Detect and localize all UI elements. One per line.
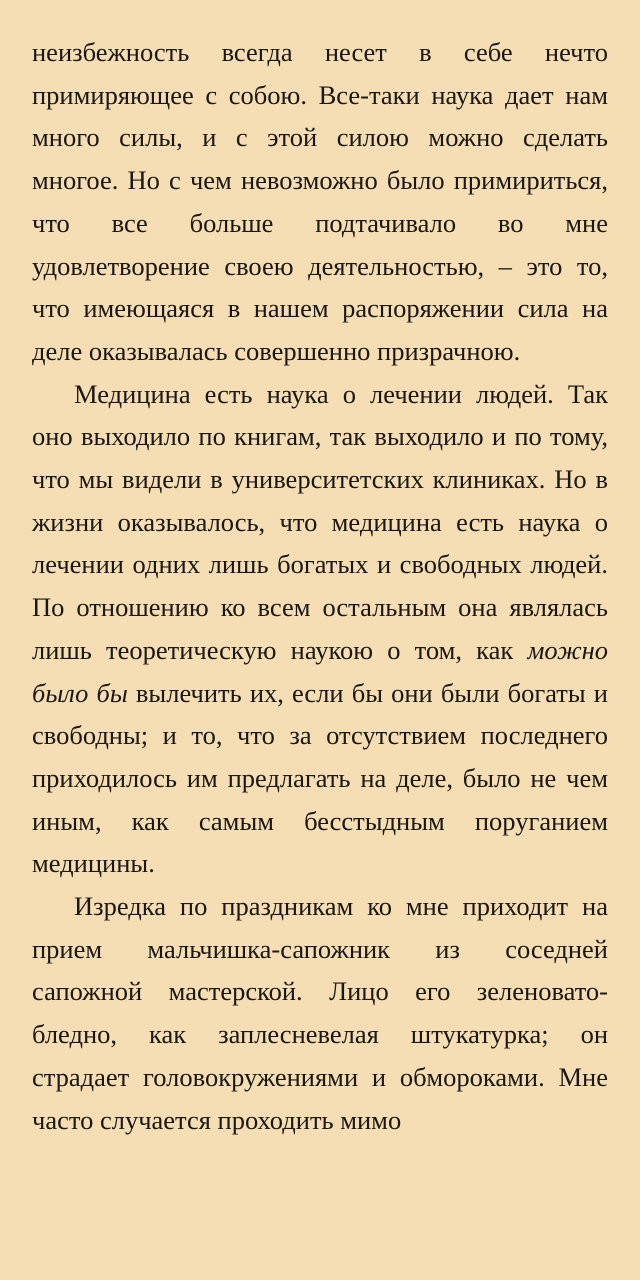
paragraph-2-text-b: вылечить их, если бы они были богаты и свободны; и то, что за отсутствием последнего приходилось им предлагать на деле, было не чем иным, как самым бесстыдным поруганием медицины. [32,677,608,879]
paragraph-3-text: Изредка по праздникам ко мне приходит на прием мальчишка-сапожник из соседней сапожной мастерской. Лицо его зеленовато-бледно, как заплесневелая штукатурка; он страдает головокружениями и обмороками. Мне часто случается проходить мимо [32,891,608,1135]
paragraph-3 [32,885,608,1141]
paragraph-2-text-a: Медицина есть наука о лечении людей. Так оно выходило по книгам, так выходило и по тому, что мы видели в университетских клиниках. Но в жизни оказывалось, что медицина есть наука о лечении одних лишь богатых и свободных людей. По отношению ко всем остальным она являлась лишь теоретическую наукою о том, как [32,378,608,665]
book-text [32,31,608,1141]
paragraph-1 [32,31,608,373]
paragraph-2 [32,373,608,885]
paragraph-2-italic-phrase: можно было бы [32,634,608,708]
paragraph-1-text: неизбежность всегда несет в себе нечто примиряющее с собою. Все-таки наука дает нам много силы, и с этой силою можно сделать многое. Но с чем невозможно было примириться, что все больше подтачивало во мне удовлетворение своею деятельностью, – это то, что имеющаяся в нашем распоряжении сила на деле оказывалась совершенно призрачною. [32,37,608,366]
